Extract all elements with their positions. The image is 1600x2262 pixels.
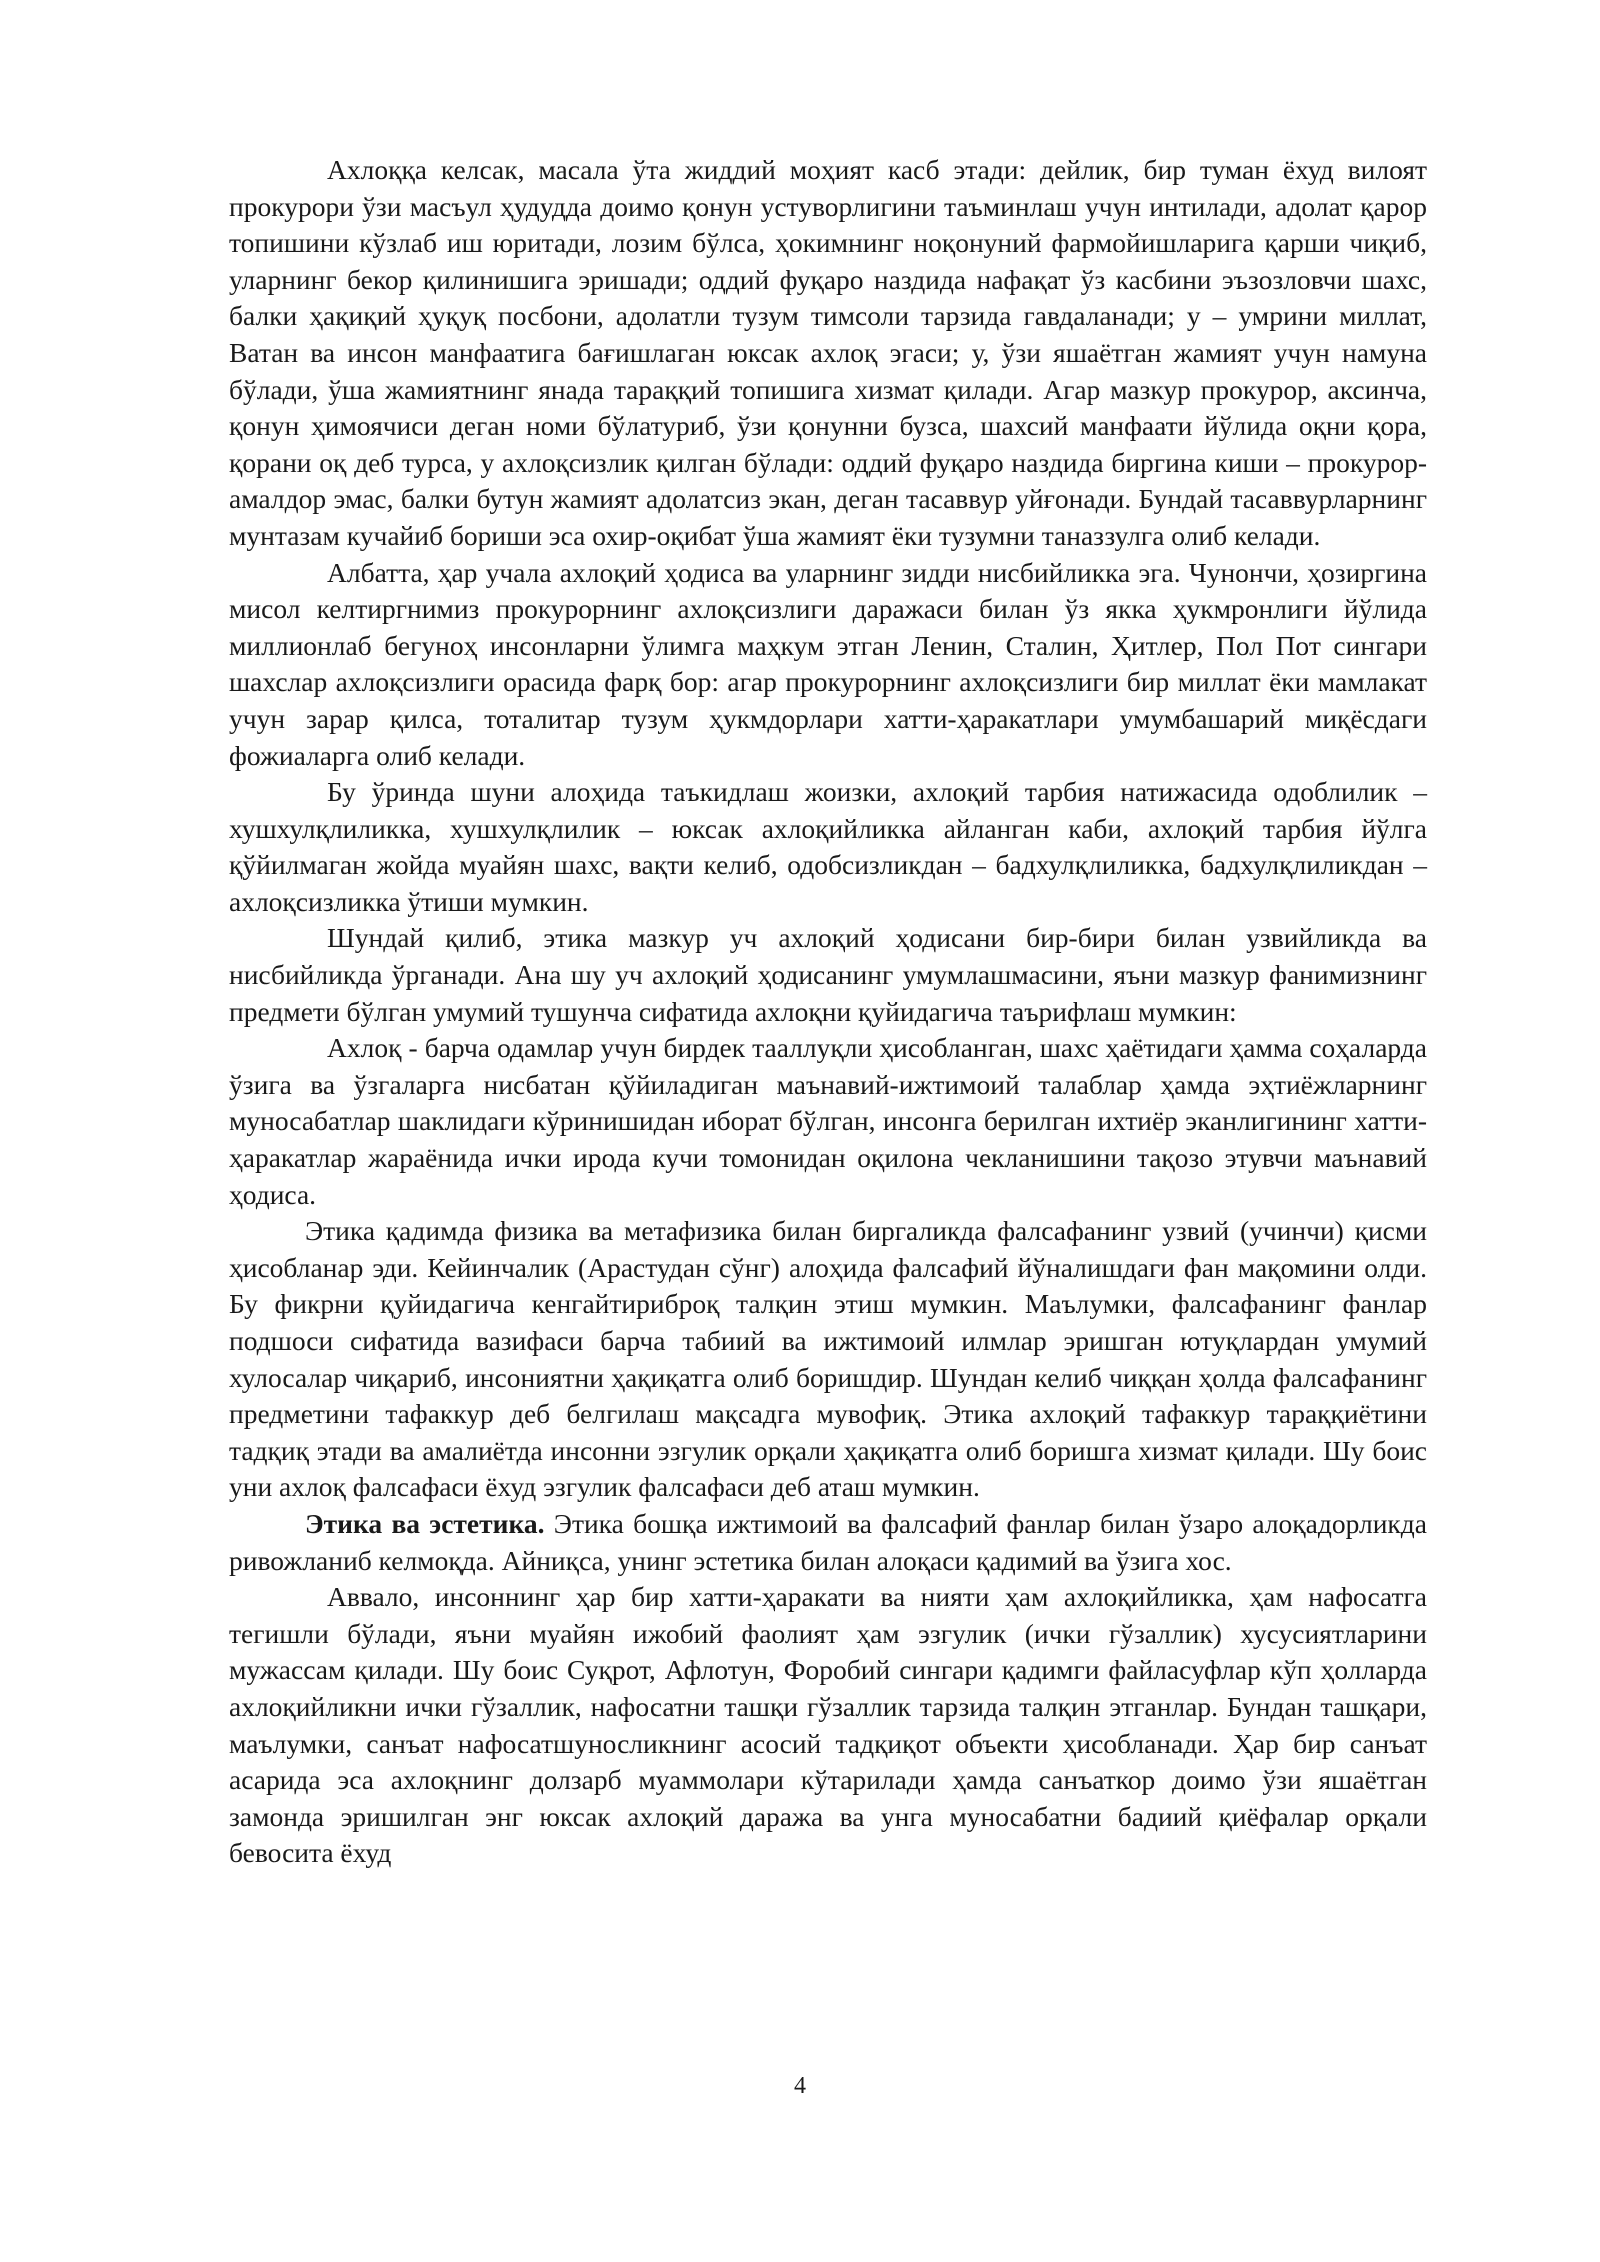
page-number: 4 — [794, 2073, 806, 2099]
paragraph-beauty-art: Аввало, инсоннинг ҳар бир хатти-ҳаракати ва нияти ҳам ахлоқийликка, ҳам нафосатга тегишли бўлади, яъни муайян ижобий фаолият ҳам эзгулик (ички гўзаллик) хусусиятларини мужассам қилади. Шу боис Суқрот, Афлотун, Форобий сингари қадимги файласуфлар кўп ҳолларда ахлоқийликни ички гўзаллик, нафосатни ташқи гўзаллик тарзида талқин этганлар. Бундан ташқари, маълумки, санъат нафосатшуносликнинг асосий тадқиқот объекти ҳисобланади. Ҳар бир санъат асарида эса ахлоқнинг долзарб муаммолари кўтарилади ҳамда санъаткор доимо ўзи яшаётган замонда эришилган энг юксак ахлоқий даража ва унга муносабатни бадиий қиёфалар орқали бевосита ёхуд — [229, 1581, 1427, 1869]
paragraph-morality-definition: Ахлоқ - барча одамлар учун бирдек тааллуқли ҳисобланган, шахс ҳаётидаги ҳамма соҳаларда ўзига ва ўзгаларга нисбатан қўйиладиган маънавий-ижтимоий талаблар ҳамда эҳтиёжларнинг муносабатлар шаклидаги кўринишидан иборат бўлган, инсонга берилган ихтиёр эканлигининг хатти-ҳаракатлар жараёнида ички ирода кучи томонидан оқилона чекланишини тақозо этувчи маънавий ҳодиса. — [229, 1032, 1427, 1210]
paragraph-ethics-study: Шундай қилиб, этика мазкур уч ахлоқий ҳодисани бир-бири билан узвийликда ва нисбийликда ўрганади. Ана шу уч ахлоқий ҳодисанинг умумлашмасини, яъни мазкур фанимизнинг предмети бўлган умумий тушунча сифатида ахлоқни қуйидагича таърифлаш мумкин: — [229, 922, 1427, 1027]
paragraph-prosecutor-morality: Ахлоққа келсак, масала ўта жиддий моҳият касб этади: дейлик, бир туман ёхуд вилоят прокурори ўзи масъул ҳудудда доимо қонун устуворлигини таъминлаш учун интилади, адолат қарор топишини кўзлаб иш юритади, лозим бўлса, ҳокимнинг ноқонуний фармойишларига қарши чиқиб, уларнинг бекор қилинишига эришади; оддий фуқаро наздида нафақат ўз касбини эъзозловчи шахс, балки ҳақиқий ҳуқуқ посбони, адолатли тузум тимсоли тарзида гавдаланади; у – умрини миллат, Ватан ва инсон манфаатига бағишлаган юксак ахлоқ эгаси; у, ўзи яшаётган жамият учун намуна бўлади, ўша жамиятнинг янада тараққий топишига хизмат қилади. Агар мазкур прокурор, аксинча, қонун ҳимоячиси деган номи бўлатуриб, ўзи қонунни бузса, шахсий манфаати йўлида оқни қора, қорани оқ деб турса, у ахлоқсизлик қилган бўлади: оддий фуқаро наздида биргина киши – прокурор-амалдор эмас, балки бутун жамият адолатсиз экан, деган тасаввур уйғонади. Бундай тасаввурларнинг мунтазам кучайиб бориши эса охир-оқибат ўша жамият ёки тузумни таназзулга олиб келади. — [229, 154, 1427, 551]
document-body — [229, 152, 1427, 1872]
section-heading: Этика ва эстетика. — [305, 1507, 545, 1539]
section-text: Этика бошқа ижтимоий ва фалсафий фанлар билан ўзаро алоқадорликда ривожланиб келмоқда. Айниқса, унинг эстетика билан алоқаси қадимий ва ўзига хос. — [229, 1507, 1427, 1576]
paragraph-moral-education: Бу ўринда шуни алоҳида таъкидлаш жоизки, ахлоқий тарбия натижасида одоблилик – хушхулқлиликка, хушхулқлилик – юксак ахлоқийликка айланган каби, ахлоқий тарбия йўлга қўйилмаган жойда муайян шахс, вақти келиб, одобсизликдан – бадхулқлиликка, бадхулқлиликдан – ахлоқсизликка ўтиши мумкин. — [229, 776, 1427, 917]
paragraph-ethics-aesthetics — [229, 1506, 1427, 1579]
paragraph-ethics-philosophy: Этика қадимда физика ва метафизика билан биргаликда фалсафанинг узвий (учинчи) қисми ҳисобланар эди. Кейинчалик (Арастудан сўнг) алоҳида фалсафий йўналишдаги фан мақомини олди. Бу фикрни қуйидагича кенгайтириброқ талқин этиш мумкин. Маълумки, фалсафанинг фанлар подшоси сифатида вазифаси барча табиий ва ижтимоий илмлар эришган ютуқлардан умумий хулосалар чиқариб, инсониятни ҳақиқатга олиб боришдир. Шундан келиб чиққан ҳолда фалсафанинг предметини тафаккур деб белгилаш мақсадга мувофиқ. Этика ахлоқий тафаккур тараққиётини тадқиқ этади ва амалиётда инсонни эзгулик орқали ҳақиқатга олиб боришга хизмат қилади. Шу боис уни ахлоқ фалсафаси ёхуд эзгулик фалсафаси деб аташ мумкин. — [229, 1215, 1427, 1503]
paragraph-relativity: Албатта, ҳар учала ахлоқий ҳодиса ва уларнинг зидди нисбийликка эга. Чунончи, ҳозиргина мисол келтиргнимиз прокурорнинг ахлоқсизлиги даражаси билан ўз якка ҳукмронлиги йўлида миллионлаб бегуноҳ инсонларни ўлимга маҳкум этган Ленин, Сталин, Ҳитлер, Пол Пот сингари шахслар ахлоқсизлиги орасида фарқ бор: агар прокурорнинг ахлоқсизлиги бир миллат ёки мамлакат учун зарар қилса, тоталитар тузум ҳукмдорлари хатти-ҳаракатлари умумбашарий миқёсдаги фожиаларга олиб келади. — [229, 556, 1427, 771]
